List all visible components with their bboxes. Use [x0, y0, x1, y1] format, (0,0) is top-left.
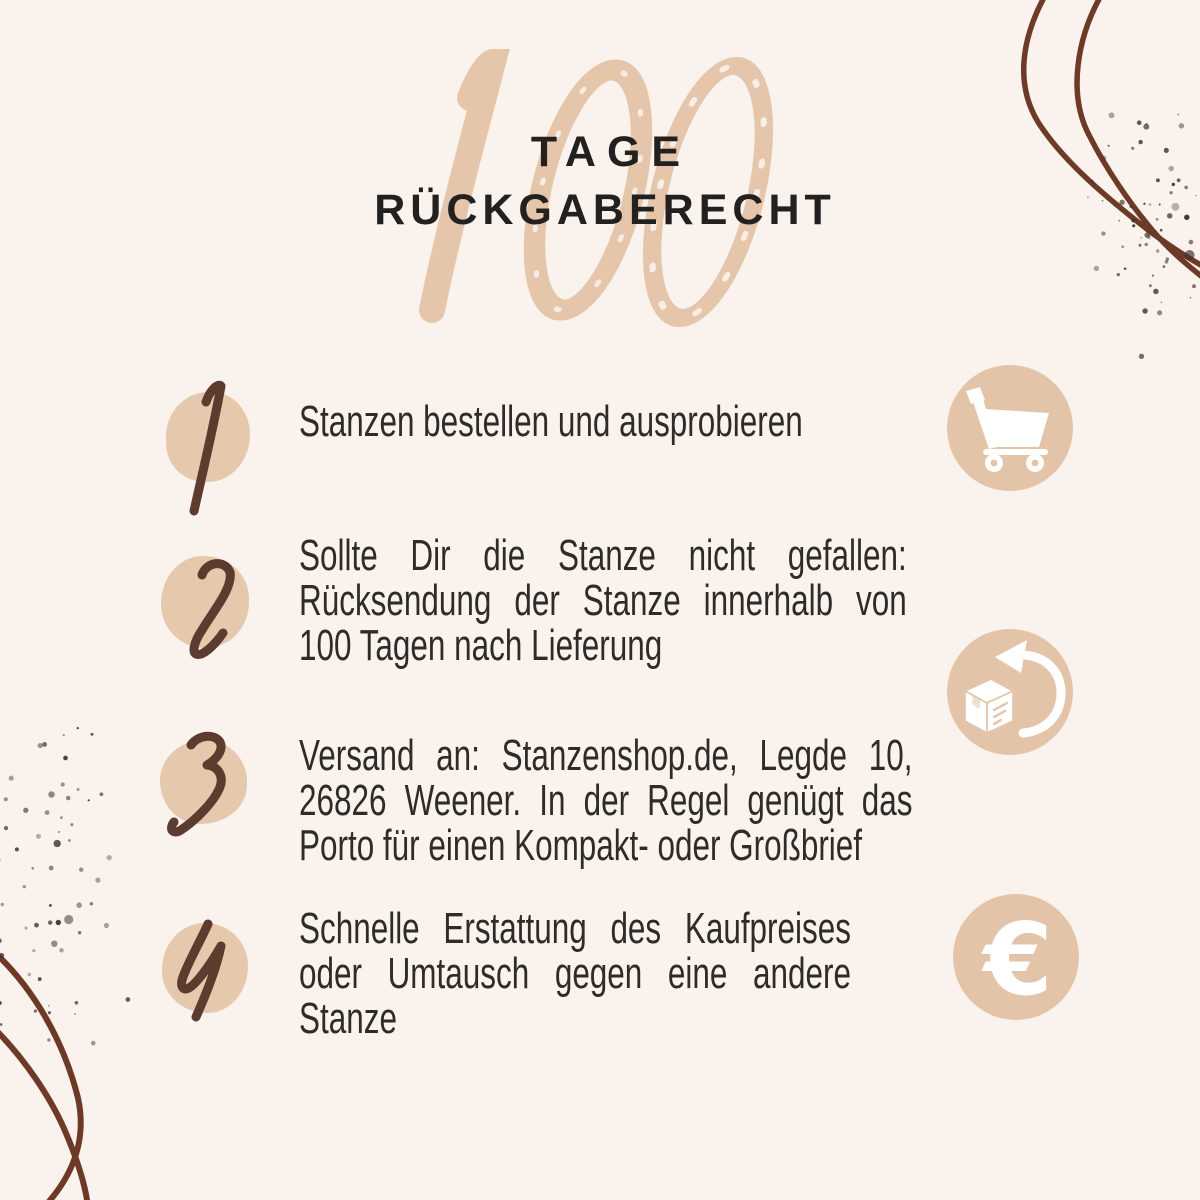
step-text-line: Sollte Dir die Stanze nicht gefallen:: [299, 531, 907, 580]
step-1-handwritten-digit: [150, 370, 280, 530]
step-3-handwritten-digit: [150, 720, 280, 880]
title-line2: RÜCKGABERECHT: [374, 186, 836, 234]
step-4-text: [299, 906, 851, 1041]
euro-glyph: €: [983, 901, 1053, 1018]
step-text-line: Stanzen bestellen und ausprobieren: [299, 397, 803, 446]
step-text-line: Versand an: Stanzenshop.de, Legde 10,: [299, 731, 913, 780]
step-text-line: Porto für einen Kompakt- oder Großbrief: [299, 821, 863, 870]
step-text-line: oder Umtausch gegen eine andere: [299, 949, 851, 998]
step-2-text: [299, 533, 907, 668]
speckles-bottom-left: [0, 727, 130, 1062]
step-text-line: Schnelle Erstattung des Kaufpreises: [299, 904, 851, 953]
euro-icon: [953, 894, 1079, 1020]
step-2-handwritten-digit: [150, 530, 280, 690]
shopping-cart-icon: [947, 365, 1073, 491]
step-3-text: [299, 733, 912, 868]
corner-arcs-bottom-left: [0, 950, 88, 1200]
step-text-line: 100 Tagen nach Lieferung: [299, 621, 663, 670]
title-line1: TAGE: [530, 128, 692, 176]
step-text-line: 26826 Weener. In der Regel genügt das: [299, 776, 913, 825]
step-text-line: Stanze: [299, 994, 397, 1043]
step-4-handwritten-digit: [150, 900, 290, 1070]
step-text-line: Rücksendung der Stanze innerhalb von: [299, 576, 907, 625]
step-1-text: [299, 399, 885, 444]
return-package-icon: [947, 629, 1073, 755]
